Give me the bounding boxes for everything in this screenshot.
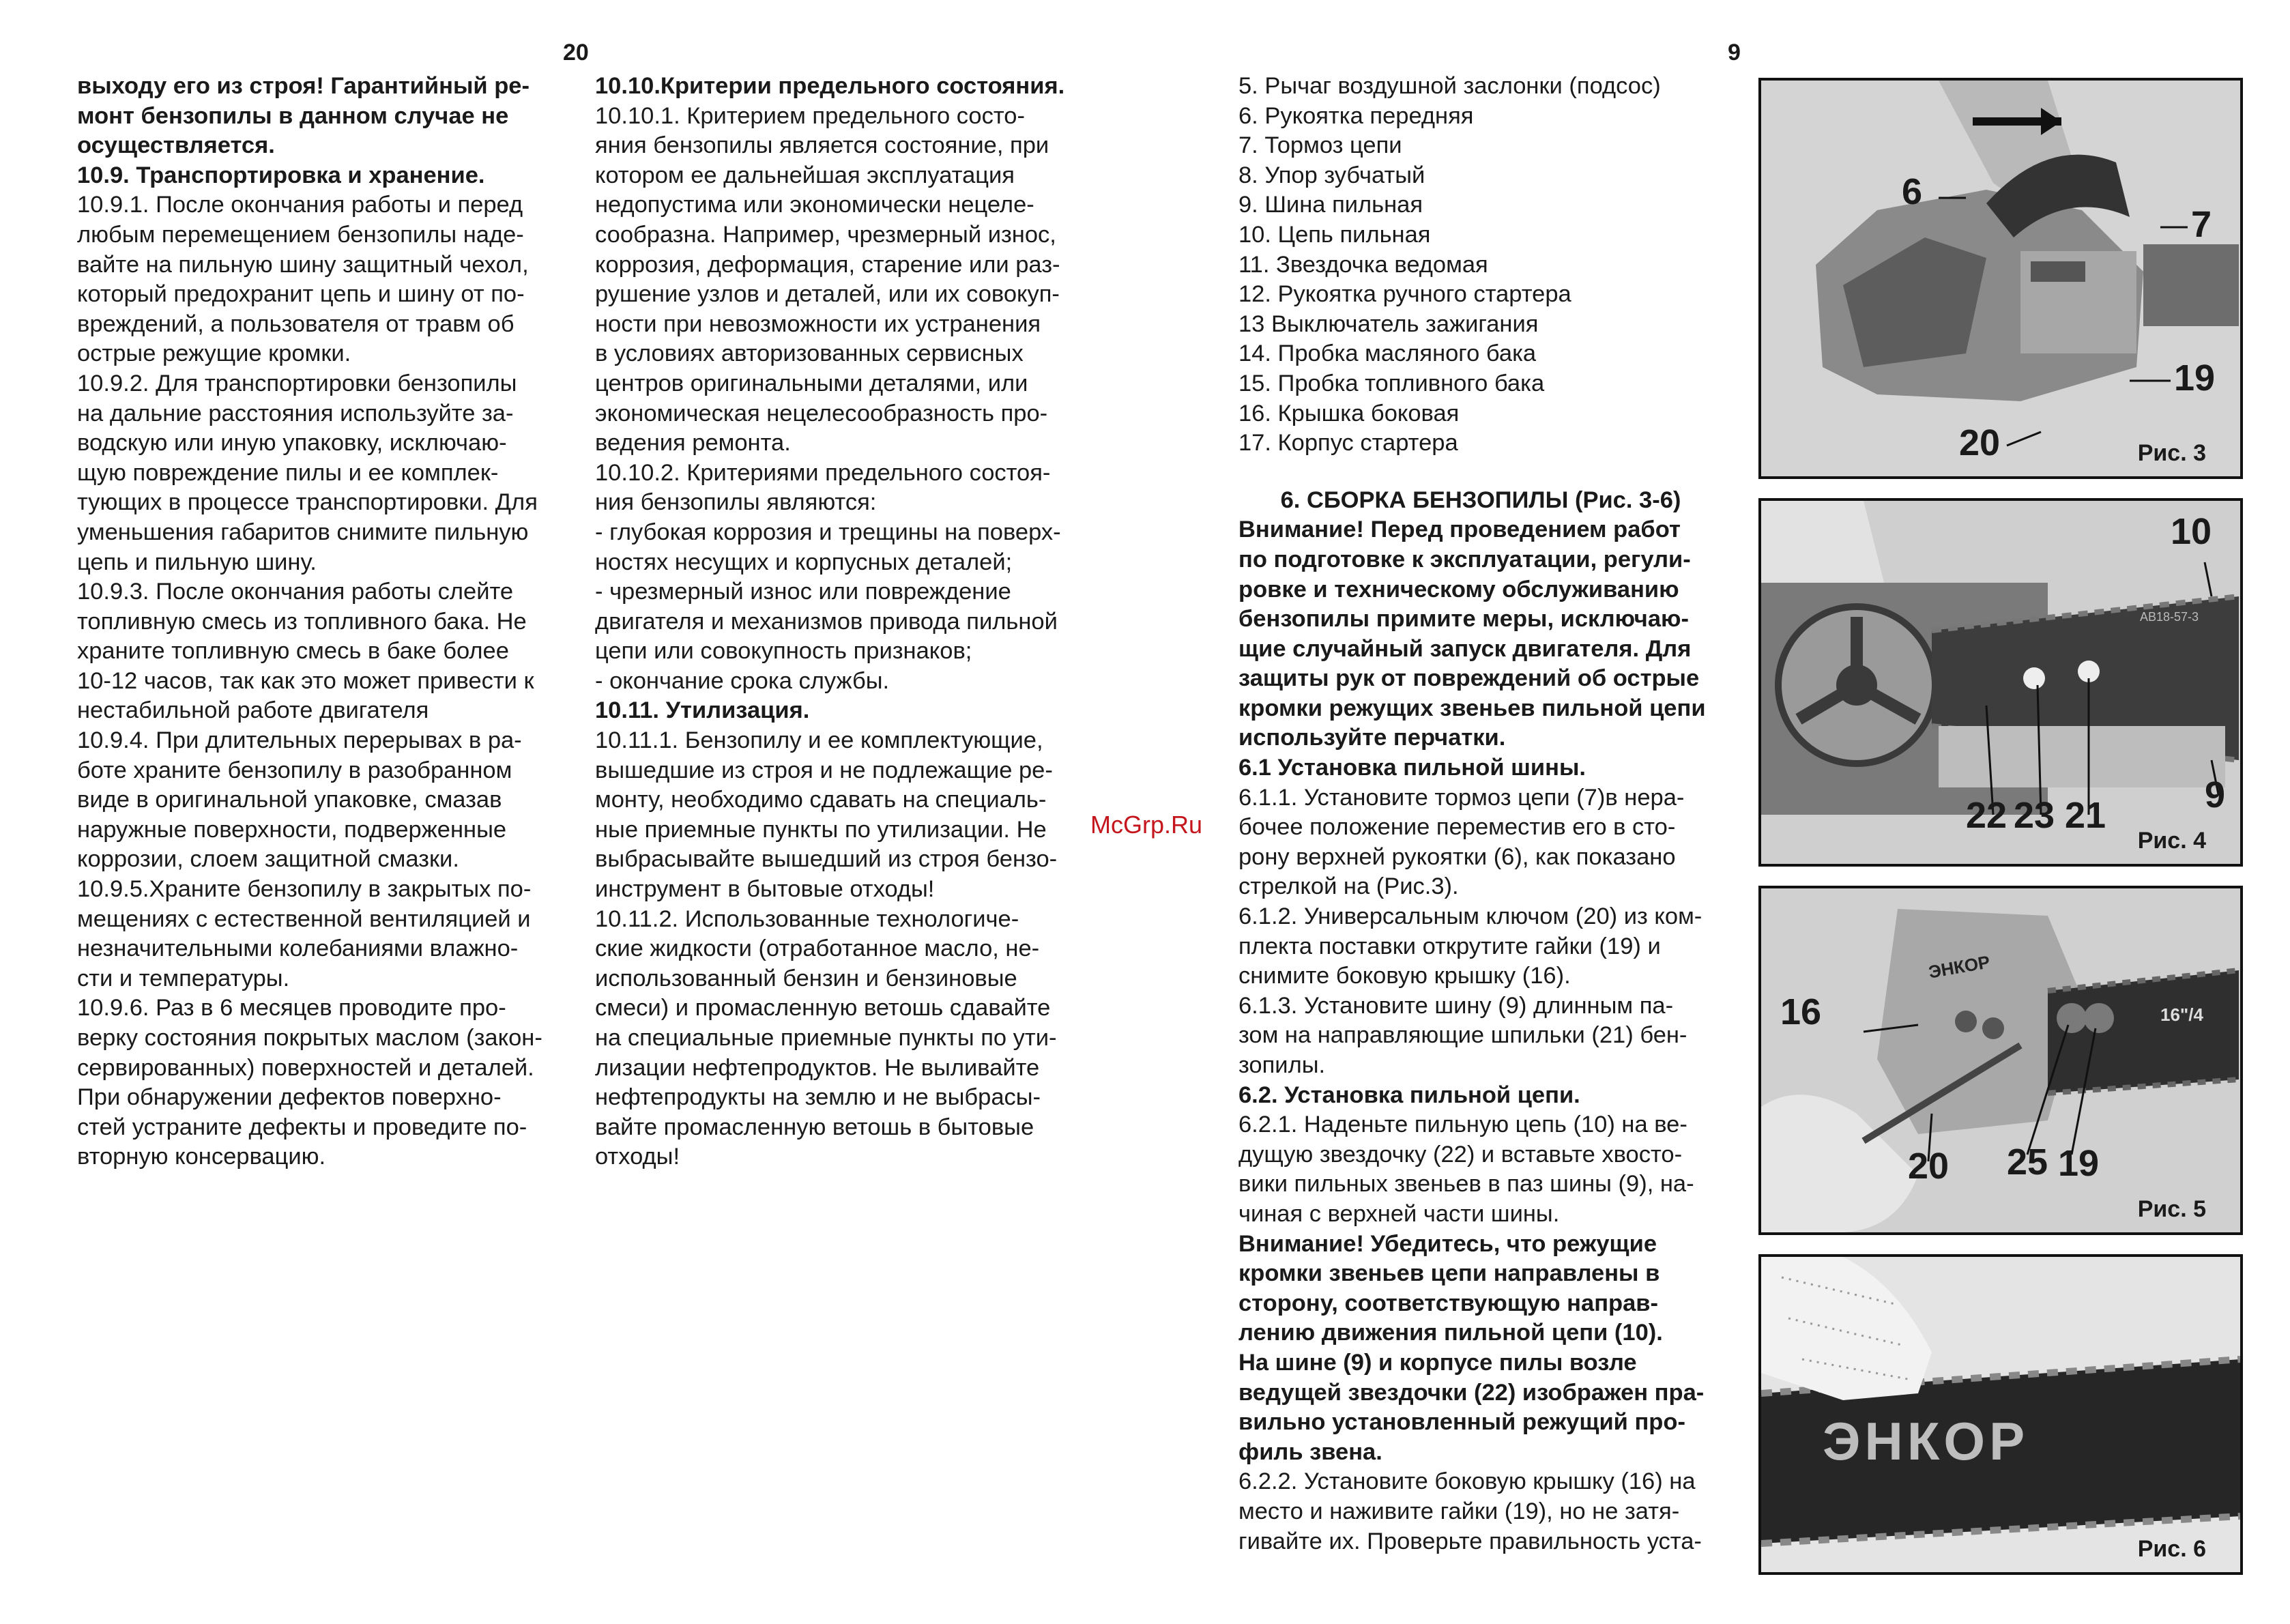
text-line: 10.9.2. Для транспортировки бензопилы [77, 370, 517, 396]
text-line: ровке и техническому обслуживанию [1238, 576, 1679, 603]
text-line: в условиях авторизованных сервисных [595, 340, 1024, 367]
text-line: 6.1 Установка пильной шины. [1238, 755, 1586, 781]
text-line: 10-12 часов, так как это может привести к [77, 667, 534, 694]
text-line: 15. Пробка топливного бака [1238, 370, 1545, 396]
text-line: цепи или совокупность признаков; [595, 638, 972, 665]
text-line: на дальние расстояния используйте за- [77, 400, 514, 426]
text-line: снимите боковую крышку (16). [1238, 963, 1571, 989]
text-line: чиная с верхней части шины. [1238, 1200, 1560, 1227]
text-line: 11. Звездочка ведомая [1238, 251, 1488, 278]
text-line: 10.11. Утилизация. [595, 697, 810, 724]
text-line: 10.10.2. Критериями предельного состоя- [595, 459, 1051, 486]
text-line: 5. Рычаг воздушной заслонки (подсос) [1238, 73, 1661, 99]
text-line: - глубокая коррозия и трещины на поверх- [595, 519, 1061, 545]
fig3-label-6: 6 [1902, 171, 1923, 212]
text-line: 6.2.2. Установите боковую крышку (16) на [1238, 1468, 1696, 1495]
text-line: лизации нефтепродуктов. Не выливайте [595, 1054, 1040, 1081]
text-line: сти и температуры. [77, 965, 290, 991]
text-line: ные приемные пункты по утилизации. Не [595, 816, 1047, 843]
text-line: 10.9.3. После окончания работы слейте [77, 579, 514, 605]
fig5-caption: Рис. 5 [2137, 1196, 2206, 1222]
text-line: На шине (9) и корпусе пилы возле [1238, 1349, 1637, 1376]
text-line: 14. Пробка масляного бака [1238, 340, 1537, 367]
fig6-brand: ЭНКОР [1823, 1411, 2029, 1471]
text-line: верку состояния покрытых маслом (закон- [77, 1025, 542, 1051]
text-column-2 [595, 72, 1081, 1172]
text-line: 10.10.1. Критерием предельного состо- [595, 102, 1025, 129]
text-line: кромки режущих звеньев пильной цепи [1238, 695, 1706, 721]
text-line: цепь и пильную шину. [77, 549, 317, 575]
text-line: выбрасывайте вышедший из строя бензо- [595, 846, 1058, 873]
text-line: который предохранит цепь и шину от по- [77, 281, 525, 308]
text-line: боте храните бензопилу в разобранном [77, 757, 512, 783]
text-line: центров оригинальными деталями, или [595, 370, 1028, 396]
text-line: тующих в процессе транспортировки. Для [77, 489, 538, 516]
text-line: коррозия, деформация, старение или раз- [595, 251, 1060, 278]
text-line: мещениях с естественной вентиляцией и [77, 905, 531, 932]
text-line: ведущей звездочки (22) изображен пра- [1238, 1379, 1705, 1406]
text-line: отходы! [595, 1144, 680, 1170]
text-line: водскую или иную упаковку, исключаю- [77, 430, 507, 456]
text-line: 6.2. Установка пильной цепи. [1238, 1082, 1580, 1108]
text-line: стей устраните дефекты и проведите по- [77, 1114, 527, 1140]
figure-4 [1758, 498, 2243, 867]
fig5-brand: ЭНКОР [1926, 951, 1992, 983]
text-line: экономическая нецелесообразность про- [595, 400, 1048, 426]
text-line: защиты рук от повреждений об острые [1238, 665, 1700, 692]
text-line: зом на направляющие шпильки (21) бен- [1238, 1022, 1687, 1049]
text-line: 6. Рукоятка передняя [1238, 102, 1474, 129]
fig5-label-20: 20 [1908, 1146, 1950, 1187]
text-line: 8. Упор зубчатый [1238, 162, 1425, 188]
text-line: 10.9. Транспортировка и хранение. [77, 162, 485, 188]
text-line: При обнаружении дефектов поверхно- [77, 1084, 502, 1111]
text-line: Внимание! Убедитесь, что режущие [1238, 1230, 1657, 1257]
text-column-3 [1238, 72, 1723, 1556]
text-line: виде в оригинальной упаковке, смазав [77, 787, 502, 813]
text-line: плекта поставки открутите гайки (19) и [1238, 933, 1661, 959]
text-line: храните топливную смесь в баке более [77, 638, 509, 665]
text-line: 10.10.Критерии предельного состояния. [595, 73, 1065, 99]
page-number-right: 9 [1728, 40, 1741, 66]
text-line: лению движения пильной цепи (10). [1238, 1320, 1663, 1346]
text-line: 16. Крышка боковая [1238, 400, 1460, 426]
text-line: 6.2.1. Наденьте пильную цепь (10) на ве- [1238, 1112, 1687, 1138]
text-line: инструмент в бытовые отходы! [595, 876, 935, 903]
text-line: дущую звездочку (22) и вставьте хвосто- [1238, 1141, 1683, 1168]
text-line: вайте на пильную шину защитный чехол, [77, 251, 529, 278]
text-line: нефтепродукты на землю и не выбрасы- [595, 1084, 1041, 1111]
text-line: 10.11.2. Использованные технологиче- [595, 905, 1019, 932]
text-line: 6.1.2. Универсальным ключом (20) из ком- [1238, 903, 1702, 930]
text-line: ностях несущих и корпусных деталей; [595, 549, 1013, 575]
watermark: McGrp.Ru [1090, 811, 1203, 839]
figure-6 [1758, 1254, 2243, 1575]
text-line: ности при невозможности их устранения [595, 310, 1041, 337]
text-line: яния бензопилы является состояние, при [595, 132, 1049, 159]
fig6-caption: Рис. 6 [2137, 1536, 2206, 1562]
text-line: щую повреждение пилы и ее комплек- [77, 459, 499, 486]
text-line: бензопилы примите меры, исключаю- [1238, 606, 1689, 633]
text-line: - окончание срока службы. [595, 667, 890, 694]
text-column-1 [77, 72, 564, 1172]
text-line: по подготовке к эксплуатации, регули- [1238, 546, 1691, 572]
text-line: вреждений, а пользователя от травм об [77, 310, 514, 337]
text-line: место и наживите гайки (19), но не затя- [1238, 1498, 1680, 1524]
text-line: сообразна. Например, чрезмерный износ, [595, 221, 1056, 248]
text-line: острые режущие кромки. [77, 340, 351, 367]
fig4-chain-text: AB18-57-3 [2140, 610, 2199, 624]
text-line: незначительными колебаниями влажно- [77, 936, 519, 962]
fig4-label-21: 21 [2065, 795, 2106, 836]
text-line: наружные поверхности, подверженные [77, 816, 507, 843]
page-number-left: 20 [563, 40, 589, 66]
fig4-caption: Рис. 4 [2137, 828, 2206, 854]
text-line: уменьшения габаритов снимите пильную [77, 519, 529, 545]
text-line: используйте перчатки. [1238, 725, 1506, 751]
text-line: рону верхней рукоятки (6), как показано [1238, 843, 1676, 870]
text-line: 13 Выключатель зажигания [1238, 310, 1539, 337]
text-line: топливную смесь из топливного бака. Не [77, 608, 527, 635]
text-line: 17. Корпус стартера [1238, 430, 1458, 456]
fig4-label-22: 22 [1966, 795, 2008, 836]
fig4-label-9: 9 [2205, 774, 2226, 815]
text-line: гивайте их. Проверьте правильность уста- [1238, 1528, 1702, 1554]
text-line: ские жидкости (отработанное масло, не- [595, 936, 1040, 962]
text-line: кромки звеньев цепи направлены в [1238, 1260, 1660, 1287]
text-line: 10.9.4. При длительных перерывах в ра- [77, 727, 522, 754]
fig4-label-10: 10 [2171, 511, 2212, 552]
fig3-caption: Рис. 3 [2137, 440, 2206, 466]
text-line: 10. Цепь пильная [1238, 221, 1431, 248]
text-line: смеси) и промасленную ветошь сдавайте [595, 995, 1051, 1021]
text-line: вильно установленный режущий про- [1238, 1409, 1685, 1436]
text-line: бочее положение переместив его в сто- [1238, 814, 1676, 841]
text-line: 10.9.6. Раз в 6 месяцев проводите про- [77, 995, 506, 1021]
text-line: ния бензопилы являются: [595, 489, 877, 516]
text-line: вторную консервацию. [77, 1144, 326, 1170]
text-line: двигателя и механизмов привода пильной [595, 608, 1058, 635]
fig4-label-23: 23 [2014, 795, 2055, 836]
text-line: выходу его из строя! Гарантийный ре- [77, 73, 530, 99]
text-line: 6. СБОРКА БЕНЗОПИЛЫ (Рис. 3-6) [1280, 487, 1681, 513]
text-line: вышедшие из строя и не подлежащие ре- [595, 757, 1053, 783]
text-line: котором ее дальнейшая эксплуатация [595, 162, 1015, 188]
text-line: вики пильных звеньев в паз шины (9), на- [1238, 1171, 1694, 1198]
text-line: 10.9.5.Храните бензопилу в закрытых по- [77, 876, 532, 903]
text-line: на специальные приемные пункты по ути- [595, 1025, 1057, 1051]
text-line: использованный бензин и бензиновые [595, 965, 1017, 991]
text-line: рушение узлов и деталей, или их совокуп- [595, 281, 1060, 308]
text-line: зопилы. [1238, 1052, 1326, 1078]
text-line: филь звена. [1238, 1438, 1382, 1465]
text-line: вайте промасленную ветошь в бытовые [595, 1114, 1034, 1140]
text-line: недопустима или экономически нецеле- [595, 192, 1034, 218]
text-line: сервированных) поверхностей и деталей. [77, 1054, 534, 1081]
text-line: стрелкой на (Рис.3). [1238, 873, 1459, 900]
figure-5 [1758, 886, 2243, 1235]
fig3-label-7: 7 [2191, 204, 2212, 245]
text-line: осуществляется. [77, 132, 275, 159]
text-line: монт бензопилы в данном случае не [77, 102, 509, 129]
chainsaw-photo-5 [1761, 888, 2240, 1232]
fig5-label-19: 19 [2058, 1143, 2100, 1184]
fig3-label-20: 20 [1959, 422, 2001, 463]
text-line: ведения ремонта. [595, 430, 791, 456]
fig3-label-19: 19 [2174, 358, 2216, 398]
paragraph-gap [1238, 459, 1723, 486]
text-line: 10.11.1. Бензопилу и ее комплектующие, [595, 727, 1043, 754]
text-line: сторону, соответствующую направ- [1238, 1290, 1659, 1316]
text-line: щие случайный запуск двигателя. Для [1238, 635, 1692, 662]
text-line: нестабильной работе двигателя [77, 697, 429, 724]
fig5-label-16: 16 [1780, 991, 1822, 1032]
text-line: монту, необходимо сдавать на специаль- [595, 787, 1047, 813]
text-line: коррозии, слоем защитной смазки. [77, 846, 459, 873]
figure-3 [1758, 78, 2243, 479]
text-line: любым перемещением бензопилы наде- [77, 221, 524, 248]
text-line: 6.1.1. Установите тормоз цепи (7)в нера- [1238, 784, 1685, 811]
text-line: 10.9.1. После окончания работы и перед [77, 192, 523, 218]
text-line: 12. Рукоятка ручного стартера [1238, 281, 1571, 308]
fig5-label-25: 25 [2007, 1142, 2048, 1183]
text-line: 9. Шина пильная [1238, 192, 1423, 218]
fig5-bar-text: 16"/4 [2160, 1004, 2203, 1025]
text-line: 7. Тормоз цепи [1238, 132, 1402, 159]
text-line: 6.1.3. Установите шину (9) длинным па- [1238, 992, 1674, 1019]
text-line: Внимание! Перед проведением работ [1238, 517, 1681, 543]
text-line: - чрезмерный износ или повреждение [595, 579, 1011, 605]
chainsaw-photo-3 [1761, 81, 2240, 476]
